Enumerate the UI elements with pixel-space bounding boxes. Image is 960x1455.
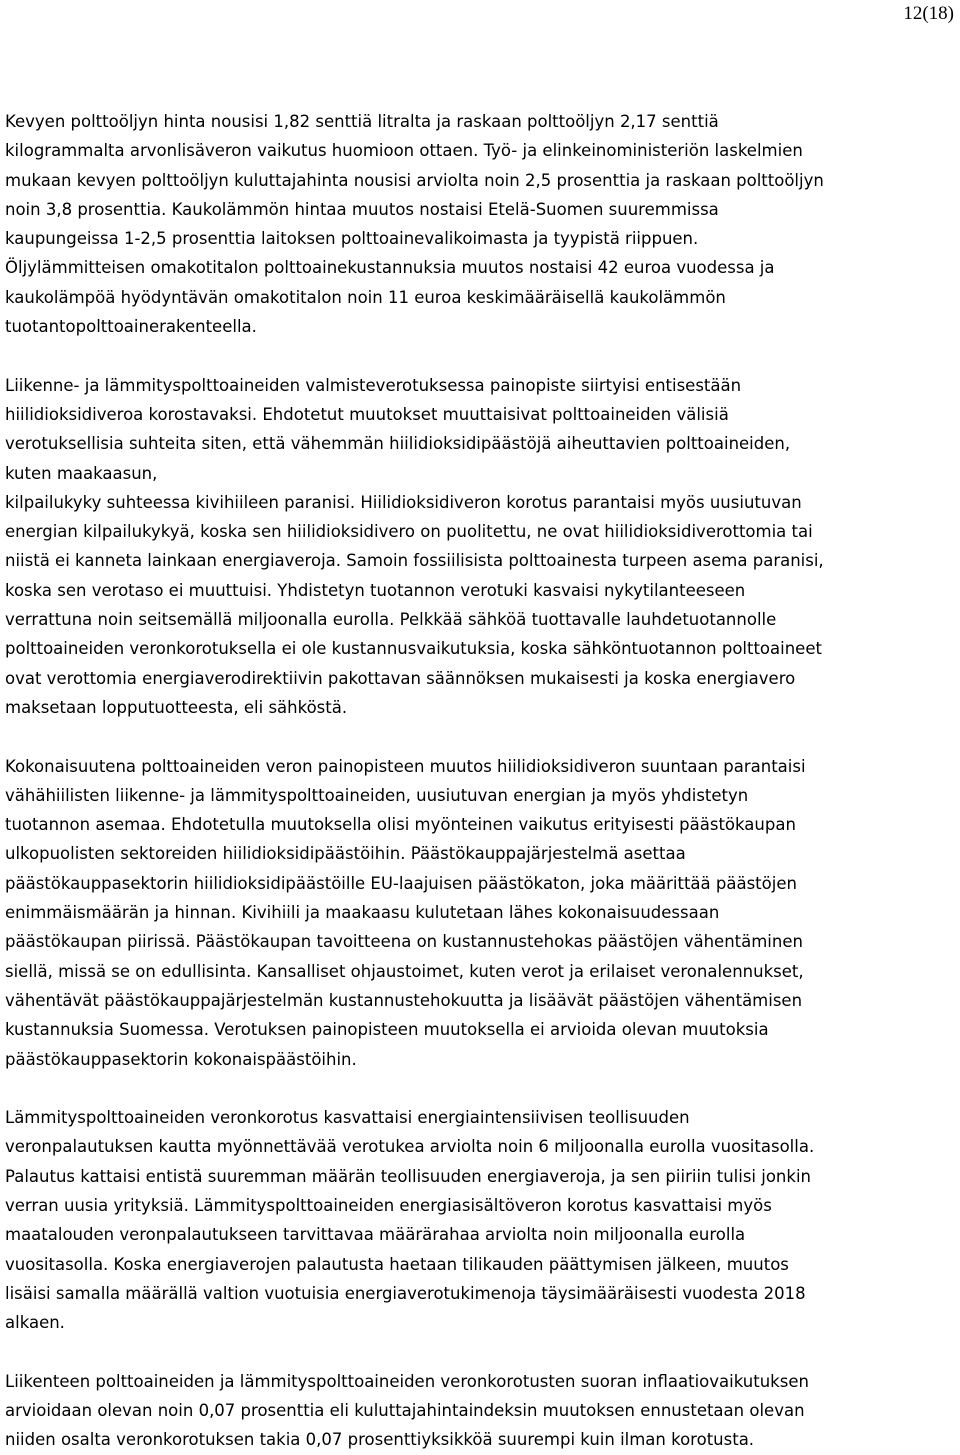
text-line: veronpalautuksen kautta myönnettävää verotukea arviolta noin 6 miljoonalla eurolla vuositasolla.: [5, 1137, 815, 1157]
text-line: ovat verottomia energiaverodirektiivin pakottavan säännöksen mukaisesti ja koska energiavero: [5, 668, 796, 688]
paragraph: [5, 1103, 957, 1337]
text-line: verrattuna noin seitsemällä miljoonalla eurolla. Pelkkää sähköä tuottavalle lauhdetuotannolle: [5, 610, 777, 630]
text-line: arvioidaan olevan noin 0,07 prosenttia eli kuluttajahintaindeksin muutoksen ennustetaan olevan: [5, 1401, 805, 1421]
text-line: niiden osalta veronkorotuksen takia 0,07 prosenttiyksikköä suurempi kuin ilman korotusta.: [5, 1430, 755, 1450]
text-line: ulkopuolisten sektoreiden hiilidioksidipäästöihin. Päästökauppajärjestelmä asettaa: [5, 844, 686, 864]
text-line: kilogrammalta arvonlisäveron vaikutus huomioon ottaen. Työ- ja elinkeinoministeriön laskelmien: [5, 141, 803, 161]
text-line: energian kilpailukykyä, koska sen hiilidioksidivero on puolitettu, ne ovat hiilidioksidiverottomia tai: [5, 522, 813, 542]
page-number: 12(18): [903, 3, 954, 24]
text-line: kuten maakaasun,: [5, 463, 158, 483]
text-line: maatalouden veronpalautukseen tarvittavaa määrärahaa arviolta noin miljoonalla eurolla: [5, 1225, 746, 1245]
text-line: lisäisi samalla määrällä valtion vuotuisia energiaverotukimenoja täysimääräisesti vuodesta 2018: [5, 1283, 806, 1303]
text-line: Kokonaisuutena polttoaineiden veron painopisteen muutos hiilidioksidiveron suuntaan parantaisi: [5, 756, 806, 776]
text-line: verotuksellisia suhteita siten, että vähemmän hiilidioksidipäästöjä aiheuttavien polttoaineiden,: [5, 434, 791, 454]
text-line: Liikenteen polttoaineiden ja lämmityspolttoaineiden veronkorotusten suoran inflaatiovaikutuksen: [5, 1371, 809, 1391]
text-line: kilpailukyky suhteessa kivihiileen paranisi. Hiilidioksidiveron korotus parantaisi myös uusiutuvan: [5, 492, 802, 512]
text-line: päästökaupan piirissä. Päästökaupan tavoitteena on kustannustehokas päästöjen vähentäminen: [5, 932, 803, 952]
text-line: maksetaan lopputuotteesta, eli sähköstä.: [5, 697, 348, 717]
text-line: enimmäismäärän ja hinnan. Kivihiili ja maakaasu kulutetaan lähes kokonaisuudessaan: [5, 903, 720, 923]
text-line: Palautus kattaisi entistä suuremman määrän teollisuuden energiaveroja, ja sen piiriin tulisi jonkin: [5, 1166, 811, 1186]
text-line: Kevyen polttoöljyn hinta nousisi 1,82 senttiä litralta ja raskaan polttoöljyn 2,17 senttiä: [5, 112, 719, 131]
paragraph: [5, 371, 957, 723]
document-body: [5, 107, 957, 1455]
text-line: kaukolämpöä hyödyntävän omakotitalon noin 11 euroa keskimääräisellä kaukolämmön: [5, 287, 726, 307]
text-line: kaupungeissa 1-2,5 prosenttia laitoksen polttoainevalikoimasta ja tyypistä riippuen.: [5, 229, 699, 249]
text-line: Öljylämmitteisen omakotitalon polttoainekustannuksia muutos nostaisi 42 euroa vuodessa ja: [5, 258, 775, 278]
text-line: verran uusia yrityksiä. Lämmityspolttoaineiden energiasisältöveron korotus kasvattaisi myös: [5, 1195, 772, 1215]
paragraph: [5, 752, 957, 1074]
paragraph: [5, 1367, 957, 1455]
text-line: päästökauppasektorin kokonaispäästöihin.: [5, 1049, 357, 1069]
text-line: Lämmityspolttoaineiden veronkorotus kasvattaisi energiaintensiivisen teollisuuden: [5, 1108, 690, 1128]
text-line: alkaen.: [5, 1313, 65, 1333]
text-line: niistä ei kanneta lainkaan energiaveroja. Samoin fossiilisista polttoainesta turpeen asema paranisi,: [5, 551, 824, 571]
text-line: vuositasolla. Koska energiaverojen palautusta haetaan tilikauden päättymisen jälkeen, muutos: [5, 1254, 789, 1274]
paragraph: [5, 107, 957, 341]
text-line: vähentävät päästökauppajärjestelmän kustannustehokuutta ja lisäävät päästöjen vähentämisen: [5, 990, 803, 1010]
text-line: Liikenne- ja lämmityspolttoaineiden valmisteverotuksessa painopiste siirtyisi entisestään: [5, 375, 742, 395]
text-line: tuotannon asemaa. Ehdotetulla muutoksella olisi myönteinen vaikutus erityisesti päästökaupan: [5, 815, 796, 835]
text-line: hiilidioksidiveroa korostavaksi. Ehdotetut muutokset muuttaisivat polttoaineiden välisiä: [5, 404, 729, 424]
text-line: siellä, missä se on edullisinta. Kansalliset ohjaustoimet, kuten verot ja erilaiset veronalennukset,: [5, 961, 804, 981]
text-line: päästökauppasektorin hiilidioksidipäästöille EU-laajuisen päästökaton, joka määrittää päästöjen: [5, 873, 797, 893]
text-line: mukaan kevyen polttoöljyn kuluttajahinta nousisi arviolta noin 2,5 prosenttia ja raskaan polttoöljyn: [5, 170, 824, 190]
text-line: tuotantopolttoainerakenteella.: [5, 317, 257, 337]
text-line: koska sen verotaso ei muuttuisi. Yhdistetyn tuotannon verotuki kasvaisi nykytilanteeseen: [5, 580, 746, 600]
text-line: polttoaineiden veronkorotuksella ei ole kustannusvaikutuksia, koska sähköntuotannon polttoaineet: [5, 639, 822, 659]
text-line: noin 3,8 prosenttia. Kaukolämmön hintaa muutos nostaisi Etelä-Suomen suuremmissa: [5, 199, 719, 219]
text-line: kustannuksia Suomessa. Verotuksen painopisteen muutoksella ei arvioida olevan muutoksia: [5, 1020, 769, 1040]
text-line: vähähiilisten liikenne- ja lämmityspolttoaineiden, uusiutuvan energian ja myös yhdistetyn: [5, 785, 749, 805]
